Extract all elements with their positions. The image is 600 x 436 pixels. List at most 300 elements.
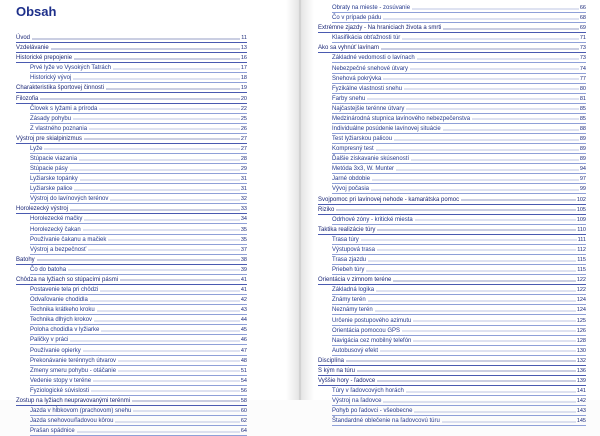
toc-entry-page-number: 25 [240, 115, 247, 122]
toc-entry-page-number: 39 [240, 266, 247, 273]
toc-entry-label: Medzinárodná stupnica lavínového nebezpečenstva [332, 115, 471, 122]
toc-section-entry [332, 336, 586, 346]
toc-entry-page-number: 115 [577, 257, 586, 264]
toc-section-entry [30, 124, 247, 134]
toc-entry-page-number: 26 [240, 125, 247, 132]
toc-entry-label: Používanie čakanu a mačiek [30, 236, 107, 243]
toc-chapter-entry [318, 23, 586, 33]
toc-entry-label: Čo v prípade pádu [332, 15, 382, 22]
toc-entry-label: Stúpacie pásy [30, 166, 68, 173]
toc-section-entry [332, 74, 586, 84]
toc-chapter-entry [16, 43, 247, 53]
toc-entry-label: Taktika realizácie túry [318, 226, 376, 233]
toc-entry-label: Ďalšie získavanie skúseností [332, 156, 410, 163]
toc-entry-page-number: 85 [579, 115, 586, 122]
dot-leader [84, 217, 240, 222]
toc-section-entry [30, 325, 247, 335]
toc-entry-label: Túry v ľadovcových horách [332, 388, 404, 395]
toc-entry-label: Lyžiarske palice [30, 186, 73, 193]
toc-entry-page-number: 35 [240, 236, 247, 243]
toc-entry-label: Orientácia v zimnom teréne [318, 277, 392, 284]
toc-entry-label: Technika krátkeho kroku [30, 307, 95, 314]
dot-leader [32, 36, 240, 41]
toc-entry-page-number: 124 [576, 297, 586, 304]
dot-leader [120, 278, 240, 283]
toc-entry-label: Zásady pohybu [30, 115, 72, 122]
toc-entry-label: Jazda snehovou/ľadovou kôrou [30, 418, 114, 425]
toc-section-entry [332, 124, 586, 134]
toc-entry-label: Svojpomoc pri lavínovej nehode - kamarátska pomoc [318, 196, 460, 203]
toc-section-entry [30, 104, 247, 114]
dot-leader [80, 177, 240, 182]
dot-leader [88, 248, 240, 253]
toc-entry-label: Historický vývoj [30, 75, 72, 82]
toc-section-entry [30, 285, 247, 295]
toc-entry-page-number: 27 [240, 145, 247, 152]
toc-entry-page-number: 60 [240, 407, 247, 414]
toc-entry-page-number: 111 [577, 236, 586, 243]
dot-leader [371, 187, 579, 192]
toc-entry-page-number: 27 [240, 135, 247, 142]
dot-leader [413, 339, 575, 344]
toc-section-entry [332, 174, 586, 184]
toc-entry-label: Čo do batoha [30, 266, 67, 273]
toc-entry-page-number: 89 [579, 136, 586, 143]
toc-entry-label: Lyžiarske topánky [30, 176, 78, 183]
toc-entry-page-number: 41 [240, 276, 247, 283]
dot-leader [90, 298, 240, 303]
toc-entry-page-number: 31 [240, 186, 247, 193]
toc-entry-page-number: 20 [240, 95, 247, 102]
toc-entry-label: Trasa zjazdu [332, 257, 367, 264]
toc-entry-label: Stúpacie viazania [30, 156, 78, 163]
toc-section-entry [332, 305, 586, 315]
toc-section-entry [332, 326, 586, 336]
toc-entry-page-number: 125 [576, 317, 586, 324]
right-page [300, 0, 600, 425]
toc-section-entry [30, 406, 247, 416]
dot-leader [377, 379, 576, 384]
dot-leader [44, 147, 239, 152]
toc-section-entry [30, 315, 247, 325]
dot-leader [413, 319, 575, 324]
toc-entry-page-number: 126 [576, 327, 586, 334]
toc-entry-label: Historické prepojenie [16, 55, 73, 62]
toc-section-entry [332, 33, 586, 43]
toc-entry-label: Trasa túry [332, 236, 359, 243]
dot-leader [74, 56, 240, 61]
toc-entry-label: Úvod [16, 35, 31, 42]
toc-section-entry [30, 73, 247, 83]
toc-entry-page-number: 22 [240, 105, 247, 112]
toc-entry-page-number: 45 [240, 327, 247, 334]
toc-entry-page-number: 112 [577, 246, 586, 253]
toc-chapter-entry [318, 366, 586, 376]
toc-entry-label: Poloha chodidla v lyžiarke [30, 327, 100, 334]
toc-entry-page-number: 37 [240, 246, 247, 253]
toc-section-entry [30, 245, 247, 255]
dot-leader [396, 167, 579, 172]
toc-section-entry [30, 154, 247, 164]
toc-chapter-entry [318, 356, 586, 366]
dot-leader [73, 76, 240, 81]
toc-section-entry [30, 174, 247, 184]
toc-chapter-entry [16, 255, 247, 265]
toc-entry-page-number: 43 [240, 307, 247, 314]
toc-entry-label: Vedenie stopy v teréne [30, 377, 92, 384]
toc-entry-page-number: 88 [579, 126, 586, 133]
toc-entry-page-number: 74 [579, 65, 586, 72]
toc-entry-page-number: 122 [576, 287, 586, 294]
toc-entry-label: Výstroj do lavínových terénov [30, 196, 109, 203]
dot-leader [79, 157, 240, 162]
toc-entry-page-number: 17 [240, 65, 247, 72]
toc-chapter-entry [318, 194, 586, 204]
toc-entry-label: Jarné obdobie [332, 176, 371, 183]
dot-leader [375, 308, 576, 313]
toc-entry-page-number: 94 [579, 166, 586, 173]
toc-section-entry [332, 114, 586, 124]
dot-leader [70, 338, 240, 343]
toc-section-entry [332, 84, 586, 94]
toc-list-right [318, 3, 586, 426]
toc-entry-label: Disciplína [318, 357, 345, 364]
toc-chapter-entry [318, 225, 586, 235]
dot-leader [83, 349, 240, 354]
page-title: Obsah [16, 4, 57, 19]
toc-entry-page-number: 51 [240, 367, 247, 374]
toc-entry-page-number: 13 [240, 45, 247, 52]
dot-leader [376, 147, 579, 152]
toc-entry-label: Prekonávanie terénnych útvarov [30, 357, 117, 364]
dot-leader [366, 268, 576, 273]
dot-leader [414, 409, 575, 414]
toc-entry-label: Vývoj počasia [332, 186, 370, 193]
toc-entry-label: Farby snehu [332, 95, 366, 102]
toc-section-entry [30, 164, 247, 174]
dot-leader [361, 238, 577, 243]
toc-entry-page-number: 122 [576, 277, 586, 284]
toc-entry-page-number: 34 [240, 216, 247, 223]
toc-section-entry [332, 184, 586, 194]
toc-section-entry [332, 63, 586, 73]
toc-entry-label: Test lyžiarskou palicou [332, 136, 393, 143]
toc-entry-label: Extrémne zjazdy - Na hraniciach života a smrti [318, 25, 442, 32]
dot-leader [410, 67, 579, 72]
toc-section-entry [30, 356, 247, 366]
dot-leader [37, 258, 240, 263]
toc-entry-label: Zostup na lyžiach neupravovanými terénmi [16, 397, 131, 404]
toc-section-entry [30, 265, 247, 275]
toc-entry-label: Ako sa vyhnúť lavínam [318, 45, 379, 52]
toc-entry-label: Štandardné oblečenie na ľadovcovú túru [332, 418, 440, 425]
toc-section-entry [30, 426, 247, 436]
toc-entry-label: Známy terén [332, 297, 366, 304]
toc-entry-page-number: 115 [577, 267, 586, 274]
toc-section-entry [30, 416, 247, 426]
toc-entry-label: Riziko [318, 206, 335, 213]
dot-leader [381, 46, 579, 51]
toc-section-entry [30, 366, 247, 376]
dot-leader [91, 389, 240, 394]
dot-leader [442, 419, 576, 424]
toc-entry-page-number: 11 [241, 35, 247, 42]
toc-entry-page-number: 124 [576, 307, 586, 314]
dot-leader [357, 369, 576, 374]
dot-leader [68, 268, 240, 273]
toc-entry-label: Priebeh túry [332, 267, 365, 274]
toc-entry-label: Výstroj na ľadovce [332, 398, 382, 405]
toc-entry-page-number: 18 [240, 75, 247, 82]
toc-entry-page-number: 109 [576, 216, 586, 223]
dot-leader [376, 288, 576, 293]
toc-section-entry [30, 63, 247, 73]
toc-entry-page-number: 102 [576, 196, 586, 203]
dot-leader [417, 56, 579, 61]
toc-entry-label: S kým na túru [318, 367, 356, 374]
dot-leader [415, 218, 576, 223]
toc-entry-page-number: 42 [240, 297, 247, 304]
toc-entry-page-number: 99 [579, 186, 586, 193]
toc-entry-page-number: 97 [579, 176, 586, 183]
toc-entry-page-number: 141 [576, 388, 586, 395]
toc-entry-page-number: 29 [240, 166, 247, 173]
toc-entry-label: Batohy [16, 256, 35, 263]
toc-list-left [16, 33, 247, 436]
toc-entry-label: Chôdza na lyžiach so stúpacími pásmi [16, 276, 119, 283]
dot-leader [118, 359, 240, 364]
dot-leader [367, 97, 579, 102]
toc-entry-label: Nebezpečné snehové útvary [332, 65, 409, 72]
dot-leader [377, 248, 576, 253]
toc-entry-page-number: 35 [240, 226, 247, 233]
toc-entry-label: Výstupová trasa [332, 246, 376, 253]
toc-chapter-entry [16, 83, 247, 93]
toc-entry-page-number: 110 [577, 226, 586, 233]
dot-leader [406, 107, 579, 112]
toc-section-entry [30, 184, 247, 194]
dot-leader [383, 16, 579, 21]
toc-entry-label: Výstroj pre skialpinizmus [16, 135, 83, 142]
dot-leader [70, 207, 240, 212]
toc-section-entry [30, 305, 247, 315]
toc-entry-page-number: 73 [579, 45, 586, 52]
dot-leader [394, 137, 579, 142]
toc-entry-page-number: 130 [576, 347, 586, 354]
toc-entry-page-number: 48 [240, 357, 247, 364]
toc-entry-page-number: 62 [240, 418, 247, 425]
dot-leader [74, 187, 239, 192]
dot-leader [461, 198, 576, 203]
dot-leader [97, 308, 240, 313]
toc-entry-label: Postavenie tela pri chôdzi [30, 287, 99, 294]
toc-chapter-entry [318, 275, 586, 285]
toc-entry-label: Kompresný test [332, 146, 374, 153]
toc-entry-label: Používanie opierky [30, 347, 81, 354]
toc-chapter-entry [16, 204, 247, 214]
toc-section-entry [332, 346, 586, 356]
toc-entry-page-number: 143 [576, 408, 586, 415]
dot-leader [94, 318, 240, 323]
toc-entry-label: Základná logika [332, 287, 375, 294]
toc-chapter-entry [16, 33, 247, 43]
toc-section-entry [332, 134, 586, 144]
toc-chapter-entry [16, 396, 247, 406]
toc-entry-page-number: 54 [240, 377, 247, 384]
toc-section-entry [30, 114, 247, 124]
toc-entry-page-number: 85 [579, 105, 586, 112]
toc-entry-label: Človek s lyžami a príroda [30, 105, 98, 112]
toc-section-entry [332, 406, 586, 416]
dot-leader [393, 278, 575, 283]
toc-chapter-entry [318, 205, 586, 215]
toc-entry-label: Z vlastného poznania [30, 125, 88, 132]
dot-leader [402, 36, 579, 41]
toc-entry-page-number: 64 [240, 428, 247, 435]
dot-leader [40, 97, 240, 102]
toc-entry-label: Základné vedomosti o lavínach [332, 55, 415, 62]
dot-leader [368, 258, 576, 263]
left-page [0, 0, 300, 435]
toc-section-entry [30, 235, 247, 245]
toc-entry-page-number: 47 [240, 347, 247, 354]
dot-leader [133, 409, 239, 414]
toc-entry-page-number: 28 [240, 156, 247, 163]
dot-leader [406, 389, 576, 394]
toc-entry-label: Charakteristika športovej činnosti [16, 85, 105, 92]
toc-chapter-entry [318, 376, 586, 386]
toc-entry-label: Určenie postupového azimutu [332, 317, 412, 324]
toc-entry-page-number: 33 [240, 206, 247, 213]
dot-leader [372, 177, 579, 182]
toc-section-entry [332, 295, 586, 305]
toc-entry-label: Vyššie hory - ľadovce [318, 377, 376, 384]
toc-entry-label: Vzdelávanie [16, 45, 49, 52]
toc-entry-label: Horolezecký čakan [30, 226, 81, 233]
toc-chapter-entry [16, 134, 247, 144]
toc-section-entry [332, 104, 586, 114]
dot-leader [443, 127, 579, 132]
dot-leader [412, 6, 579, 11]
dot-leader [402, 329, 576, 334]
toc-entry-label: Lyže [30, 145, 43, 152]
toc-entry-label: Jazda v hĺbkovom (prachovom) snehu [30, 407, 132, 414]
toc-entry-page-number: 77 [579, 75, 586, 82]
toc-entry-page-number: 142 [576, 398, 586, 405]
toc-section-entry [332, 265, 586, 275]
toc-entry-label: Najčastejšie terénne útvary [332, 105, 405, 112]
toc-chapter-entry [16, 275, 247, 285]
toc-entry-page-number: 16 [240, 55, 247, 62]
dot-leader [108, 238, 239, 243]
toc-entry-label: Individuálne posúdenie lavínovej situácie [332, 126, 441, 133]
toc-entry-label: Snehová pokrývka [332, 75, 382, 82]
toc-entry-label: Výstroj a bezpečnosť [30, 246, 87, 253]
dot-leader [472, 117, 579, 122]
toc-entry-label: Odvaľovanie chodidla [30, 297, 88, 304]
toc-section-entry [30, 224, 247, 234]
dot-leader [73, 117, 240, 122]
toc-chapter-entry [16, 93, 247, 103]
toc-section-entry [30, 386, 247, 396]
toc-section-entry [30, 194, 247, 204]
toc-section-entry [332, 255, 586, 265]
toc-section-entry [332, 13, 586, 23]
toc-section-entry [30, 144, 247, 154]
toc-entry-page-number: 31 [240, 176, 247, 183]
toc-entry-label: Orientácia pomocou GPS [332, 327, 401, 334]
toc-entry-label: Prašan spádnice [30, 428, 75, 435]
toc-section-entry [332, 235, 586, 245]
toc-entry-label: Metóda 3x3, W. Munter [332, 166, 395, 173]
toc-entry-page-number: 89 [579, 156, 586, 163]
toc-section-entry [30, 345, 247, 355]
toc-section-entry [332, 285, 586, 295]
dot-leader [70, 167, 240, 172]
toc-entry-label: Autobusový efekt [332, 347, 379, 354]
toc-entry-label: Horolezecký výstroj [16, 206, 69, 213]
toc-entry-page-number: 81 [579, 95, 586, 102]
dot-leader [383, 77, 579, 82]
toc-section-entry [332, 215, 586, 225]
dot-leader [93, 379, 240, 384]
toc-entry-page-number: 56 [240, 387, 247, 394]
dot-leader [336, 208, 575, 213]
toc-entry-page-number: 128 [576, 337, 586, 344]
toc-entry-label: Navigácia cez mobilný telefón [332, 337, 412, 344]
toc-entry-label: Odrhové zóny - kritické miesta [332, 216, 413, 223]
dot-leader [110, 197, 240, 202]
toc-section-entry [30, 376, 247, 386]
dot-leader [51, 46, 240, 51]
toc-entry-page-number: 73 [579, 55, 586, 62]
dot-leader [368, 298, 576, 303]
dot-leader [99, 107, 240, 112]
toc-entry-label: Technika dlhých krokov [30, 317, 93, 324]
toc-entry-label: Filozofia [16, 95, 39, 102]
toc-entry-page-number: 69 [579, 25, 586, 32]
toc-section-entry [30, 214, 247, 224]
dot-leader [83, 228, 240, 233]
toc-entry-page-number: 19 [240, 85, 247, 92]
toc-entry-page-number: 46 [240, 337, 247, 344]
toc-section-entry [332, 53, 586, 63]
toc-chapter-entry [318, 43, 586, 53]
toc-entry-page-number: 80 [579, 85, 586, 92]
toc-entry-page-number: 66 [579, 5, 586, 12]
toc-entry-page-number: 139 [576, 377, 586, 384]
toc-entry-page-number: 132 [576, 357, 586, 364]
dot-leader [380, 349, 576, 354]
dot-leader [377, 228, 576, 233]
toc-section-entry [332, 164, 586, 174]
dot-leader [84, 137, 240, 142]
toc-entry-page-number: 68 [579, 15, 586, 22]
toc-entry-page-number: 71 [579, 35, 586, 42]
toc-section-entry [332, 144, 586, 154]
dot-leader [89, 127, 240, 132]
dot-leader [113, 66, 240, 71]
toc-entry-page-number: 105 [576, 206, 586, 213]
toc-section-entry [332, 416, 586, 426]
toc-entry-label: Horolezecké mačky [30, 216, 83, 223]
toc-entry-label: Obraty na mieste - zosúvanie [332, 5, 411, 12]
toc-entry-label: Klasifikácia obťažnosti túr [332, 35, 401, 42]
toc-entry-page-number: 58 [240, 397, 247, 404]
toc-entry-page-number: 89 [579, 146, 586, 153]
toc-entry-page-number: 38 [240, 256, 247, 263]
toc-entry-label: Fyzikálne vlastnosti snehu [332, 85, 403, 92]
